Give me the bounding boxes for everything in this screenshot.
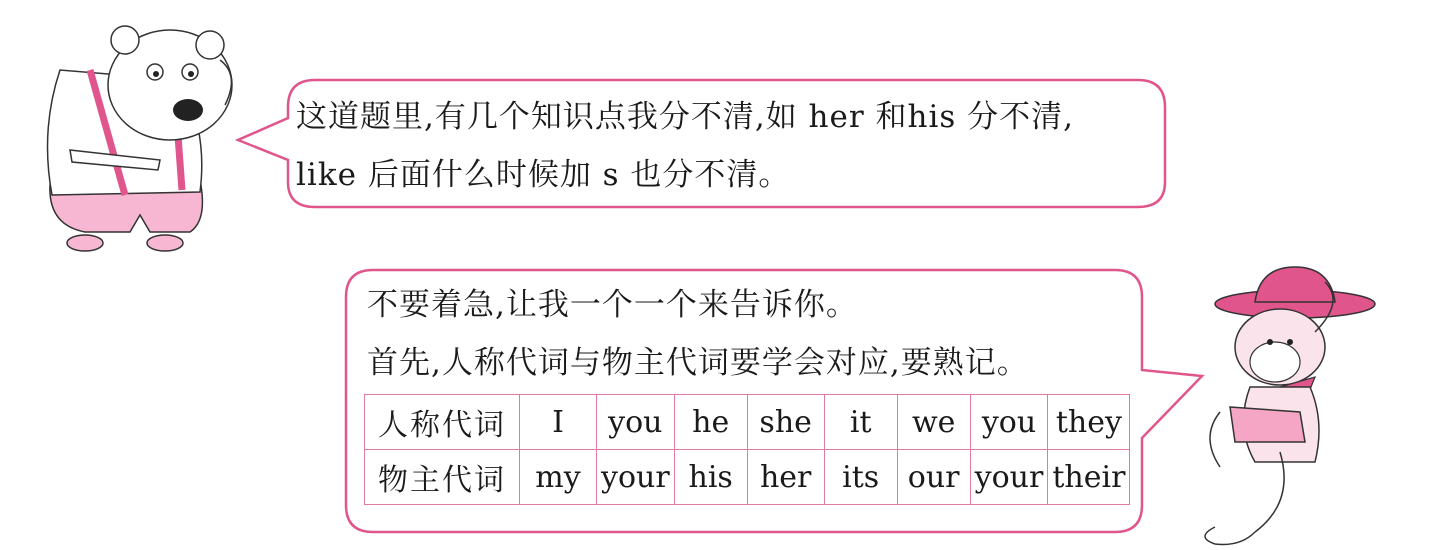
bear-speech-text [296, 88, 1074, 204]
table-cell: their [1048, 450, 1130, 505]
monkey-speech-line-1: 不要着急,让我一个一个来告诉你。 [367, 287, 858, 323]
table-cell: you [970, 395, 1048, 450]
table-cell: it [824, 395, 897, 450]
table-cell: his [674, 450, 747, 505]
bear-speech-line-2: like 后面什么时候加 s 也分不清。 [296, 157, 791, 193]
table-cell: her [747, 450, 824, 505]
table-row-possessive-pronouns [365, 450, 1130, 505]
table-cell: we [897, 395, 970, 450]
bear-illustration [30, 10, 260, 260]
table-cell: your [970, 450, 1048, 505]
table-cell: you [597, 395, 675, 450]
monkey-illustration [1195, 262, 1425, 547]
pronoun-table [364, 394, 1130, 505]
row-header: 物主代词 [365, 450, 520, 505]
table-cell: our [897, 450, 970, 505]
table-cell: they [1048, 395, 1130, 450]
bear-speech-line-1: 这道题里,有几个知识点我分不清,如 her 和his 分不清, [296, 99, 1075, 135]
table-cell: she [747, 395, 824, 450]
table-row-personal-pronouns [365, 395, 1130, 450]
table-cell: your [597, 450, 675, 505]
row-header: 人称代词 [365, 395, 520, 450]
table-cell: my [520, 450, 597, 505]
monkey-speech-line-2: 首先,人称代词与物主代词要学会对应,要熟记。 [367, 345, 1029, 381]
table-cell: he [674, 395, 747, 450]
monkey-speech-text [367, 276, 1029, 392]
table-cell: I [520, 395, 597, 450]
table-cell: its [824, 450, 897, 505]
